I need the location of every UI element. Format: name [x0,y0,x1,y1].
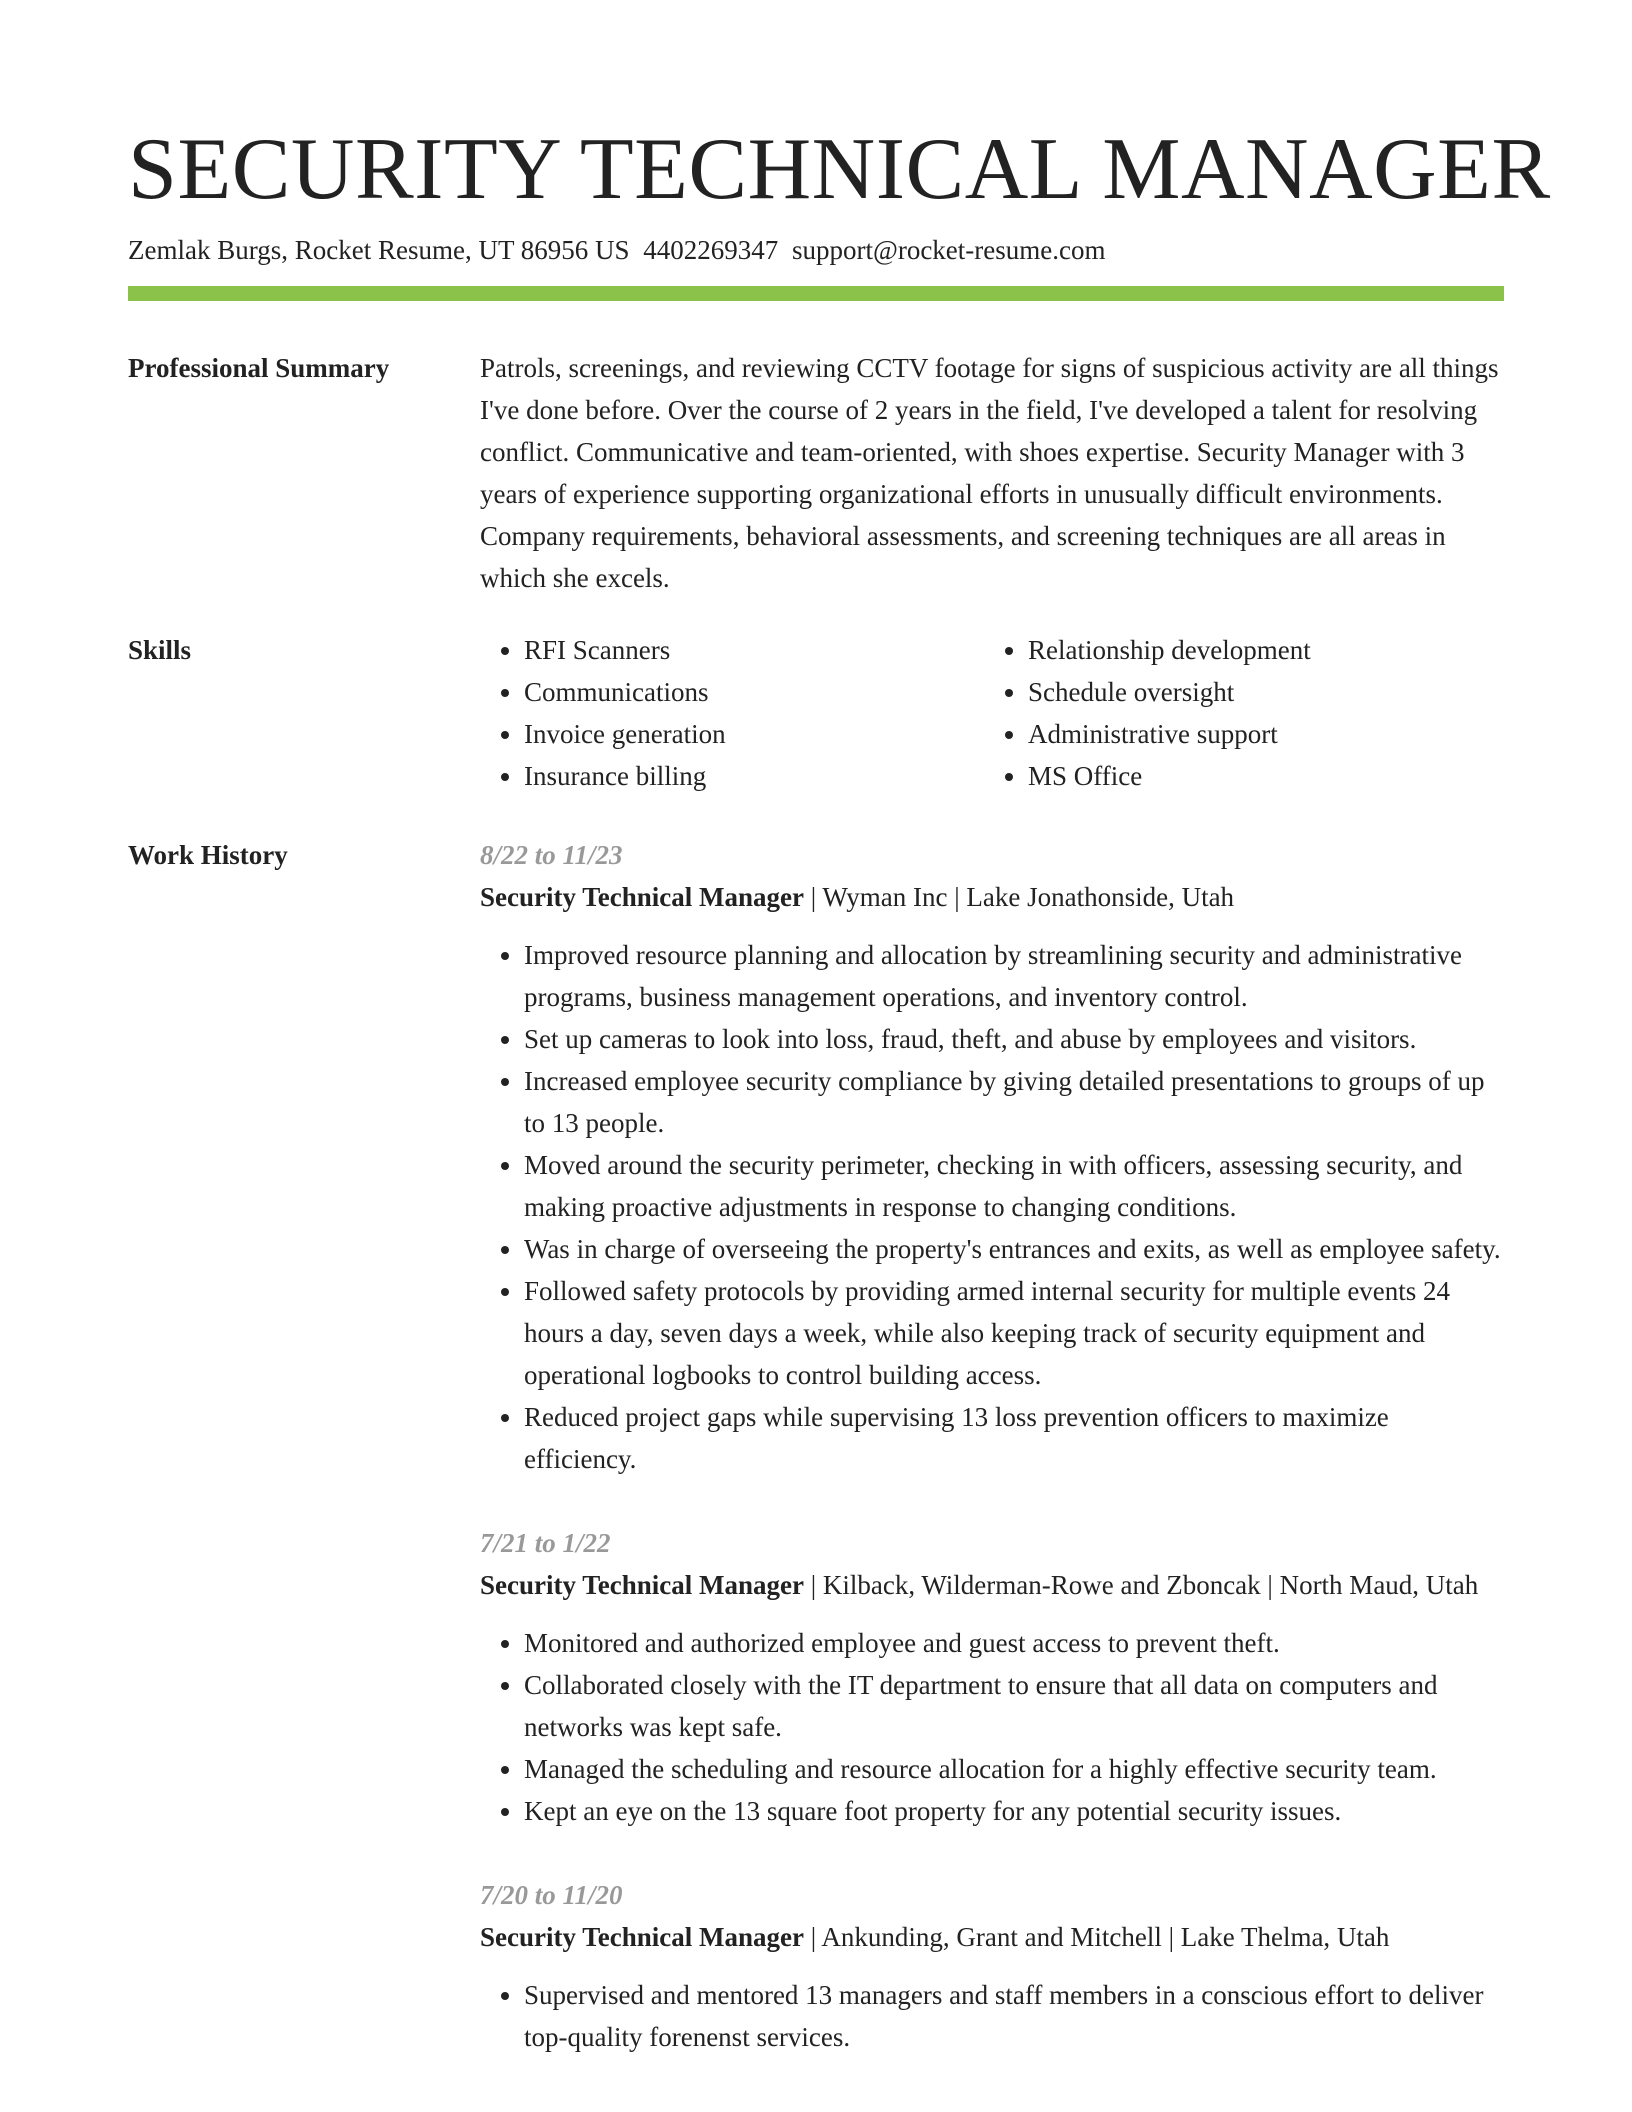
job-header [480,1564,1504,1606]
job-bullets [480,1974,1504,2058]
contact-address: Zemlak Burgs, Rocket Resume, UT 86956 US [128,235,630,265]
job-date: 7/21 to 1/22 [480,1528,611,1558]
job-header [480,876,1504,918]
job-date: 8/22 to 11/23 [480,840,623,870]
skills-section [128,629,1504,799]
skills-heading: Skills [128,635,192,665]
skill-item: • Schedule oversight [1028,671,1488,713]
job-bullet: • Moved around the security perimeter, checking in with officers, assessing security, and making proactive adjustments in response to changing conditions. [524,1144,1504,1228]
job-bullet: • Supervised and mentored 13 managers and staff members in a conscious effort to deliver top-quality forenenst services. [524,1974,1504,2058]
accent-divider [128,286,1504,301]
skill-item: • Insurance billing [524,755,984,797]
job-bullet: • Was in charge of overseeing the property's entrances and exits, as well as employee safety. [524,1228,1504,1270]
job-bullets [480,934,1504,1480]
contact-line [128,232,1106,268]
job-date: 7/20 to 11/20 [480,1880,623,1910]
job-bullet: • Reduced project gaps while supervising 13 loss prevention officers to maximize efficiency. [524,1396,1504,1480]
job-bullet: • Kept an eye on the 13 square foot property for any potential security issues. [524,1790,1504,1832]
job-bullet: • Followed safety protocols by providing armed internal security for multiple events 24 hours a day, seven days a week, while also keeping track of security equipment and operational logbooks to control building access. [524,1270,1504,1396]
skill-item: • Communications [524,671,984,713]
skill-item: • Relationship development [1028,629,1488,671]
job-entry [480,1874,1504,2058]
skill-item: • MS Office [1028,755,1488,797]
job-bullets [480,1622,1504,1832]
contact-email: support@rocket-resume.com [791,235,1106,265]
job-bullet: • Increased employee security compliance by giving detailed presentations to groups of up to 13 people. [524,1060,1504,1144]
job-details: | Kilback, Wilderman-Rowe and Zboncak | North Maud, Utah [803,1570,1479,1600]
job-details: | Wyman Inc | Lake Jonathonside, Utah [803,882,1235,912]
skills-list-left [480,629,984,797]
job-bullet: • Monitored and authorized employee and guest access to prevent theft. [524,1622,1504,1664]
skill-item: • RFI Scanners [524,629,984,671]
job-title: Security Technical Manager [480,882,804,912]
work-history-heading: Work History [128,840,288,870]
summary-body [480,347,1504,599]
work-history-body [480,834,1504,2100]
job-entry [480,1522,1504,1832]
summary-text: Patrols, screenings, and reviewing CCTV footage for signs of suspicious activity are all things I've done before. Over the course of 2 years in the field, I've developed a talent for resolving conflict. Communicative and team-oriented, with shoes expertise. Security Manager with 3 years of experience supporting organizational efforts in unusually difficult environments. Company requirements, behavioral assessments, and screening techniques are all areas in which she excels. [480,353,1499,593]
summary-section [128,347,1504,597]
job-title: Security Technical Manager [480,1570,804,1600]
skill-item: • Administrative support [1028,713,1488,755]
job-entry [480,834,1504,1480]
skill-item: • Invoice generation [524,713,984,755]
job-title: Security Technical Manager [480,1922,804,1952]
resume-name: SECURITY TECHNICAL MANAGER [128,121,1551,218]
job-bullet: • Improved resource planning and allocation by streamlining security and administrative programs, business management operations, and inventory control. [524,934,1504,1018]
contact-phone: 4402269347 [643,235,779,265]
job-bullet: • Collaborated closely with the IT department to ensure that all data on computers and networks was kept safe. [524,1664,1504,1748]
summary-heading: Professional Summary [128,353,390,383]
job-header [480,1916,1504,1958]
job-bullet: • Set up cameras to look into loss, fraud, theft, and abuse by employees and visitors. [524,1018,1504,1060]
skills-list-right [984,629,1488,797]
job-bullet: • Managed the scheduling and resource allocation for a highly effective security team. [524,1748,1504,1790]
skills-body [480,629,1504,797]
job-details: | Ankunding, Grant and Mitchell | Lake Thelma, Utah [803,1922,1390,1952]
